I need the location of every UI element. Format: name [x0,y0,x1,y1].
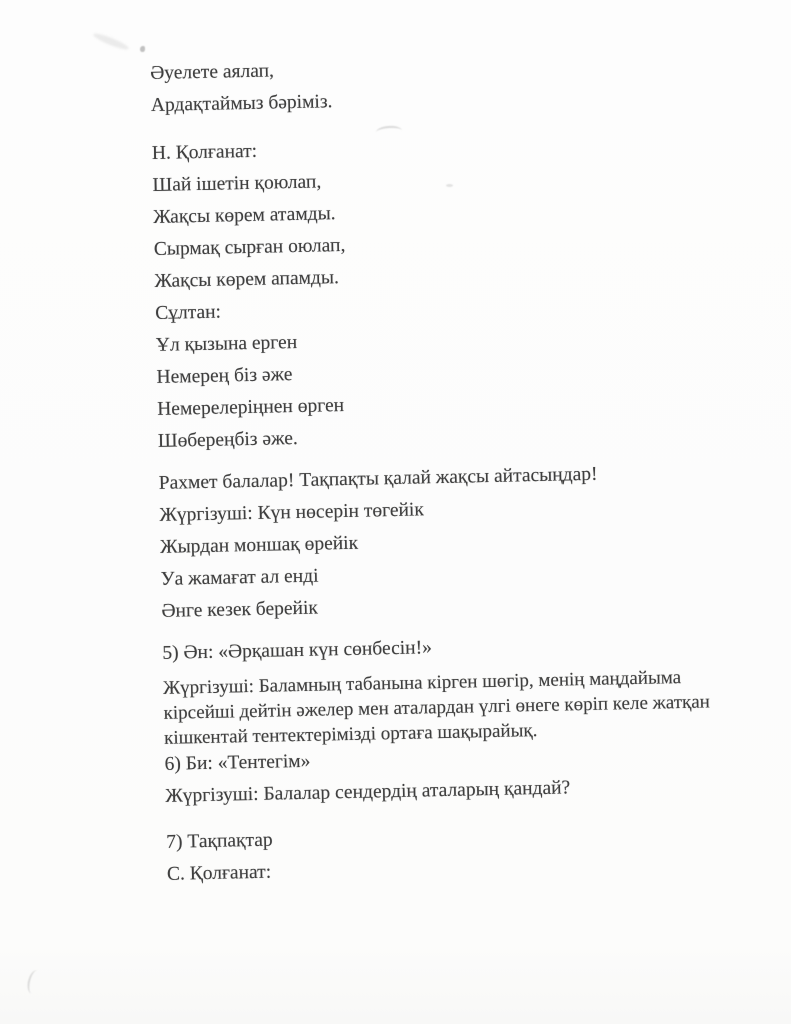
scan-artifact-speck [140,46,145,52]
numbered-item-song: 5) Ән: «Әрқашан күн сөнбесін!» [162,637,433,664]
speaker-name: Сұлтан: [155,301,222,324]
verse-line: Жақсы көрем атамды. [152,203,336,228]
verse-line: Жырдан моншақ өрейік [159,532,359,558]
verse-line: Ұл қызына ерген [155,331,298,356]
speaker-name: Н. Қолғанат: [151,140,258,164]
document-text [150,51,767,896]
host-paragraph: Жүргізуші: Баламның табанына кірген шөгір, менің маңдайыма кірсейші дейтін әжелер мен аталардан үлгі өнеге көріп келе жатқан кішкентай тентектерімізді ортаға шақырайық. [162,667,711,749]
verse-line: Немерелеріңнен өрген [157,395,345,420]
verse-line: Шөбереңбіз әже. [157,427,299,452]
numbered-item-poems: 7) Тақпақтар [166,829,273,853]
verse-line: Шай ішетін қоюлап, [152,171,322,196]
verse-line: Ардақтаймыз бәріміз. [150,91,333,116]
verse-line: Әуелете аялап, [149,60,275,84]
host-line: Жүргізуші: Күн нөсерін төгейік [159,499,425,526]
verse-line: Жақсы көрем апамды. [154,267,340,292]
narration-line: Рахмет балалар! Тақпақты қалай жақсы айтасыңдар! [158,463,598,494]
verse-line: Уа жамағат ал енді [160,565,319,590]
scan-artifact-smudge [92,31,130,52]
numbered-item-dance: 6) Би: «Тентегім» [164,750,311,775]
host-question: Жүргізуші: Балалар сендердің аталарың қандай? [165,777,571,807]
scan-artifact-curl [25,969,43,995]
speaker-name: С. Қолғанат: [166,861,272,885]
verse-line: Әнге кезек берейік [161,597,319,622]
verse-line: Немерең біз әже [156,364,293,388]
verse-line: Сырмақ сырған оюлап, [153,234,346,260]
